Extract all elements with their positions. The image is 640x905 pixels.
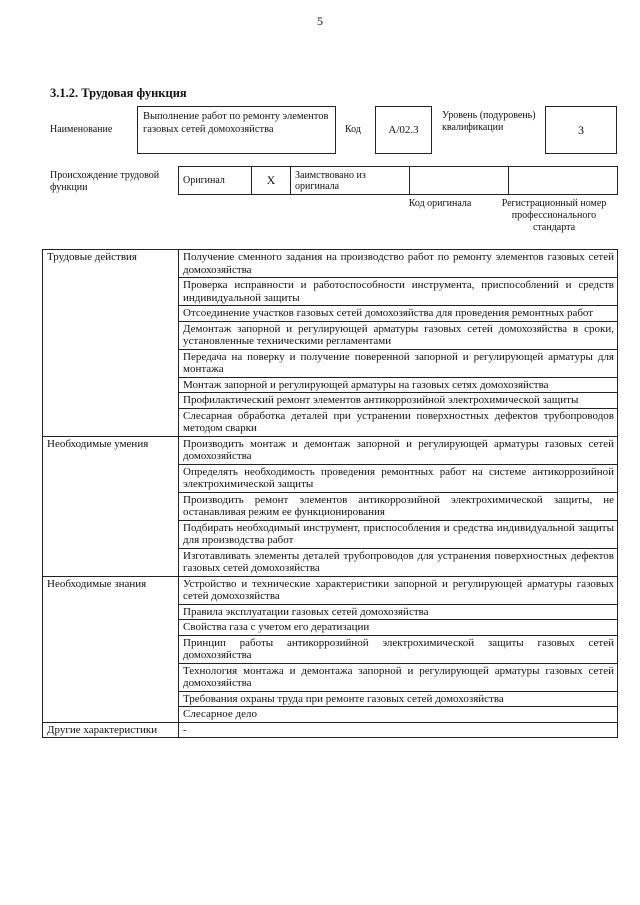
original-label: Оригинал xyxy=(179,167,252,195)
function-details-table xyxy=(42,249,618,738)
borrowed-label: Заимствовано из оригинала xyxy=(291,167,410,195)
page-number: 5 xyxy=(317,14,323,28)
row-item: Слесарное дело xyxy=(179,707,618,723)
function-code-box: А/02.3 xyxy=(375,106,432,154)
code-label: Код xyxy=(345,124,361,135)
row-category: Необходимые умения xyxy=(43,436,179,576)
name-label: Наименование xyxy=(50,124,113,135)
original-mark: X xyxy=(252,167,291,195)
row-item: Требования охраны труда при ремонте газовых сетей домохозяйства xyxy=(179,691,618,707)
section-title: 3.1.2. Трудовая функция xyxy=(50,86,187,100)
row-item: Производить ремонт элементов антикоррозийной электрохимической защиты, не останавливая режим ее функционирования xyxy=(179,492,618,520)
row-item: - xyxy=(179,722,618,738)
table-row xyxy=(43,722,618,738)
row-item: Производить монтаж и демонтаж запорной и регулирующей арматуры газовых сетей домохозяйства xyxy=(179,436,618,464)
reg-number-label: Регистрационный номер профессионального стандарта xyxy=(501,198,607,233)
row-item: Проверка исправности и работоспособности инструмента, приспособлений и средств индивидуальной защиты xyxy=(179,278,618,306)
row-item: Передача на поверку и получение поверенной запорной и регулирующей арматуры для монтажа xyxy=(179,349,618,377)
row-item: Отсоединение участков газовых сетей домохозяйства для проведения ремонтных работ xyxy=(179,306,618,322)
reg-number-cell xyxy=(509,167,618,195)
origin-table xyxy=(178,166,618,195)
qualification-level-label: Уровень (подуровень) квалификации xyxy=(442,110,536,133)
row-category: Другие характеристики xyxy=(43,722,179,738)
row-item: Свойства газа с учетом его дератизации xyxy=(179,620,618,636)
origin-label: Происхождение трудовой функции xyxy=(50,170,160,193)
row-item: Изготавливать элементы деталей трубопроводов для устранения поверхностных дефектов газовых сетей домохозяйства xyxy=(179,548,618,576)
row-item: Профилактический ремонт элементов антикоррозийной электрохимической защиты xyxy=(179,393,618,409)
table-row xyxy=(43,250,618,278)
row-item: Монтаж запорной и регулирующей арматуры на газовых сетях домохозяйства xyxy=(179,377,618,393)
function-name-box: Выполнение работ по ремонту элементов газовых сетей домохозяйства xyxy=(137,106,336,154)
table-row xyxy=(43,436,618,464)
row-item: Определять необходимость проведения ремонтных работ на системе антикоррозийной электрохимической защиты xyxy=(179,464,618,492)
code-original-cell xyxy=(410,167,509,195)
row-item: Подбирать необходимый инструмент, приспособления и средства индивидуальной защиты для производства работ xyxy=(179,520,618,548)
table-row xyxy=(43,576,618,604)
code-original-label: Код оригинала xyxy=(408,198,472,209)
row-category: Необходимые знания xyxy=(43,576,179,722)
row-item: Технология монтажа и демонтажа запорной и регулирующей арматуры газовых сетей домохозяйства xyxy=(179,663,618,691)
row-item: Демонтаж запорной и регулирующей арматуры газовых сетей домохозяйства в сроки, установленные техническими регламентами xyxy=(179,321,618,349)
row-item: Устройство и технические характеристики запорной и регулирующей арматуры газовых сетей домохозяйства xyxy=(179,576,618,604)
row-item: Получение сменного задания на производство работ по ремонту элементов газовых сетей домохозяйства xyxy=(179,250,618,278)
qualification-level-box: 3 xyxy=(545,106,617,154)
row-item: Слесарная обработка деталей при устранении поверхностных дефектов трубопроводов методом сварки xyxy=(179,408,618,436)
row-item: Принцип работы антикоррозийной электрохимической защиты газовых сетей домохозяйства xyxy=(179,635,618,663)
row-category: Трудовые действия xyxy=(43,250,179,437)
row-item: Правила эксплуатации газовых сетей домохозяйства xyxy=(179,604,618,620)
